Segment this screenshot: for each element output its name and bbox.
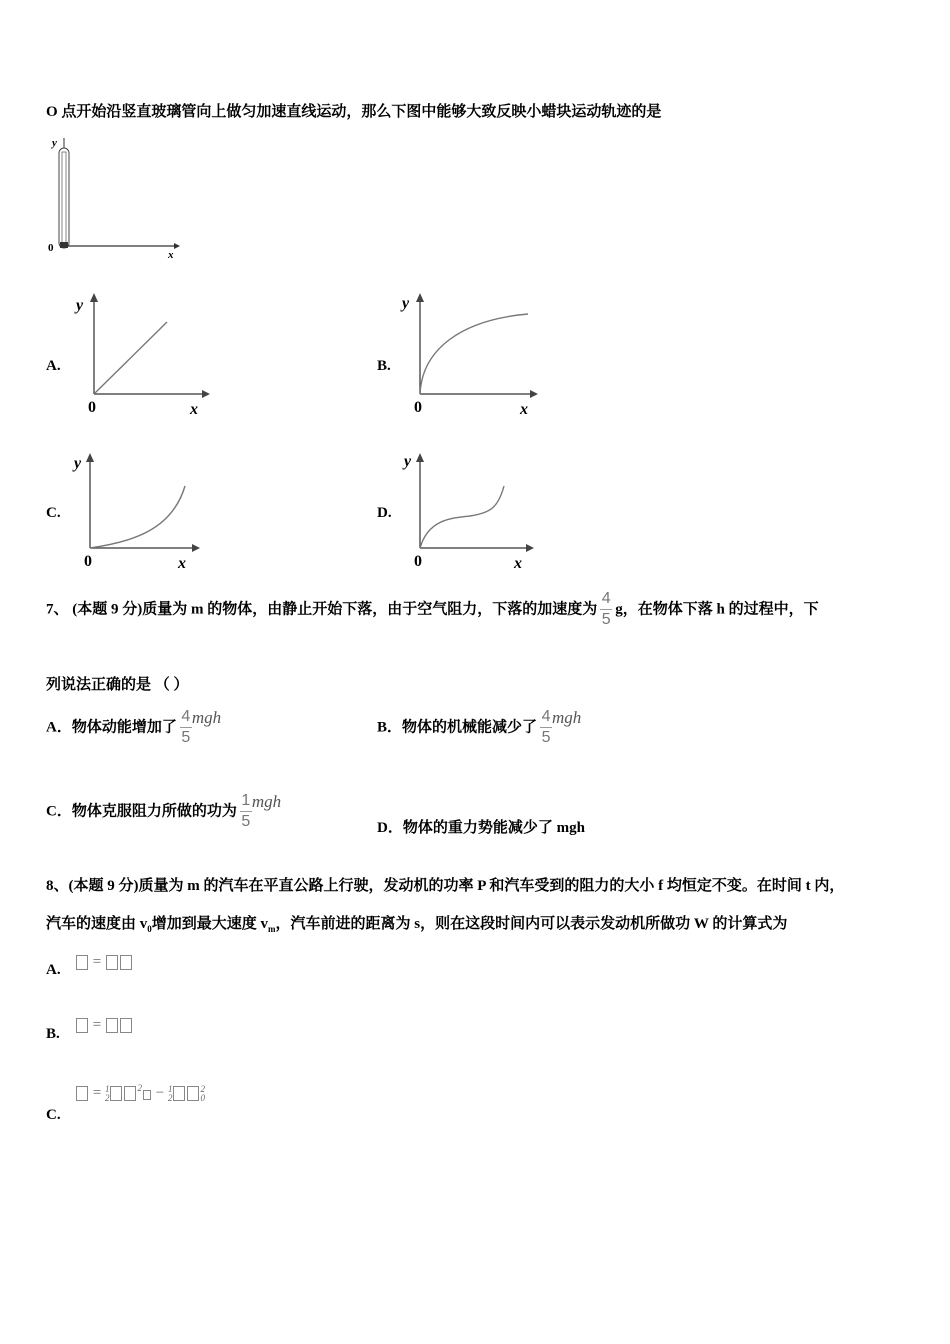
diagram-y-label: y <box>52 137 57 149</box>
missing-glyph-icon <box>76 1086 88 1101</box>
svg-text:y: y <box>404 453 412 470</box>
svg-text:0: 0 <box>414 553 422 570</box>
q8-option-c-label[interactable]: C. <box>46 1107 61 1123</box>
diagram-origin-label: 0 <box>48 242 54 254</box>
svg-text:x: x <box>520 401 528 418</box>
q8-option-a-formula: = <box>75 954 133 971</box>
q7-option-d[interactable]: D．物体的重力势能减少了 mgh <box>377 820 585 836</box>
q8-option-c-formula: = 1 2 $^2$ − 1 2 2 0 <box>75 1083 205 1103</box>
svg-text:x: x <box>178 555 186 572</box>
q6-stem: O 点开始沿竖直玻璃管向上做匀加速直线运动，那么下图中能够大致反映小蜡块运动轨迹的是 <box>46 104 662 120</box>
svg-text:x: x <box>190 401 198 418</box>
svg-text:y: y <box>76 297 84 314</box>
q6-option-a-label[interactable]: A. <box>46 358 61 374</box>
svg-text:0: 0 <box>84 553 92 570</box>
q8-stem-line2: 汽车的速度由 $v_0$增加到最大速度 $v_m$，汽车前进的距离为 s，则在这段时间内可以表示发动机所做功 W 的计算式为 <box>46 916 788 934</box>
q8-option-b-formula: = <box>75 1017 133 1034</box>
q6-option-d-label[interactable]: D. <box>377 505 392 521</box>
q7-option-c[interactable]: C．物体克服阻力所做的功为 $\frac{1}{5}$ mgh <box>46 792 282 830</box>
missing-glyph-icon <box>76 955 88 970</box>
missing-glyph-icon <box>120 1018 132 1033</box>
q8-stem-line1: 8、(本题 9 分)质量为 m 的汽车在平直公路上行驶，发动机的功率 P 和汽车受到的阻力的大小 f 均恒定不变。在时间 t 内， <box>46 878 845 894</box>
q7-option-a[interactable]: A．物体动能增加了 $\frac{4}{5}$ mgh <box>46 708 222 746</box>
q7-option-b[interactable]: B．物体的机械能减少了 $\frac{4}{5}$ mgh <box>377 708 582 746</box>
missing-glyph-icon <box>120 955 132 970</box>
glass-tube-diagram <box>44 134 184 260</box>
q7-fraction: $\frac{4}{5}$ <box>601 590 611 628</box>
q6-option-b-graph[interactable] <box>400 290 545 418</box>
q6-option-c-label[interactable]: C. <box>46 505 61 521</box>
q8-option-a-label[interactable]: A. <box>46 962 61 978</box>
svg-text:0: 0 <box>88 399 96 416</box>
missing-glyph-icon <box>76 1018 88 1033</box>
q6-option-c-graph[interactable] <box>72 450 202 572</box>
q7-stem-line2: 列说法正确的是 （ ） <box>46 677 189 693</box>
q8-option-b-label[interactable]: B. <box>46 1026 60 1042</box>
q6-option-b-label[interactable]: B. <box>377 358 391 374</box>
q7-stem-line1: 7、 (本题 9 分)质量为 m 的物体，由静止开始下落，由于空气阻力，下落的加速度为 $\frac{4}{5}$ g，在物体下落 h 的过程中，下 <box>46 590 819 628</box>
svg-text:x: x <box>514 555 522 572</box>
svg-text:y: y <box>402 295 410 312</box>
missing-glyph-icon <box>106 1018 118 1033</box>
missing-glyph-icon <box>106 955 118 970</box>
svg-text:y: y <box>74 455 82 472</box>
q6-option-a-graph[interactable] <box>72 290 212 418</box>
q6-option-d-graph[interactable] <box>400 450 540 572</box>
svg-text:0: 0 <box>414 399 422 416</box>
diagram-x-label: x <box>168 249 174 260</box>
